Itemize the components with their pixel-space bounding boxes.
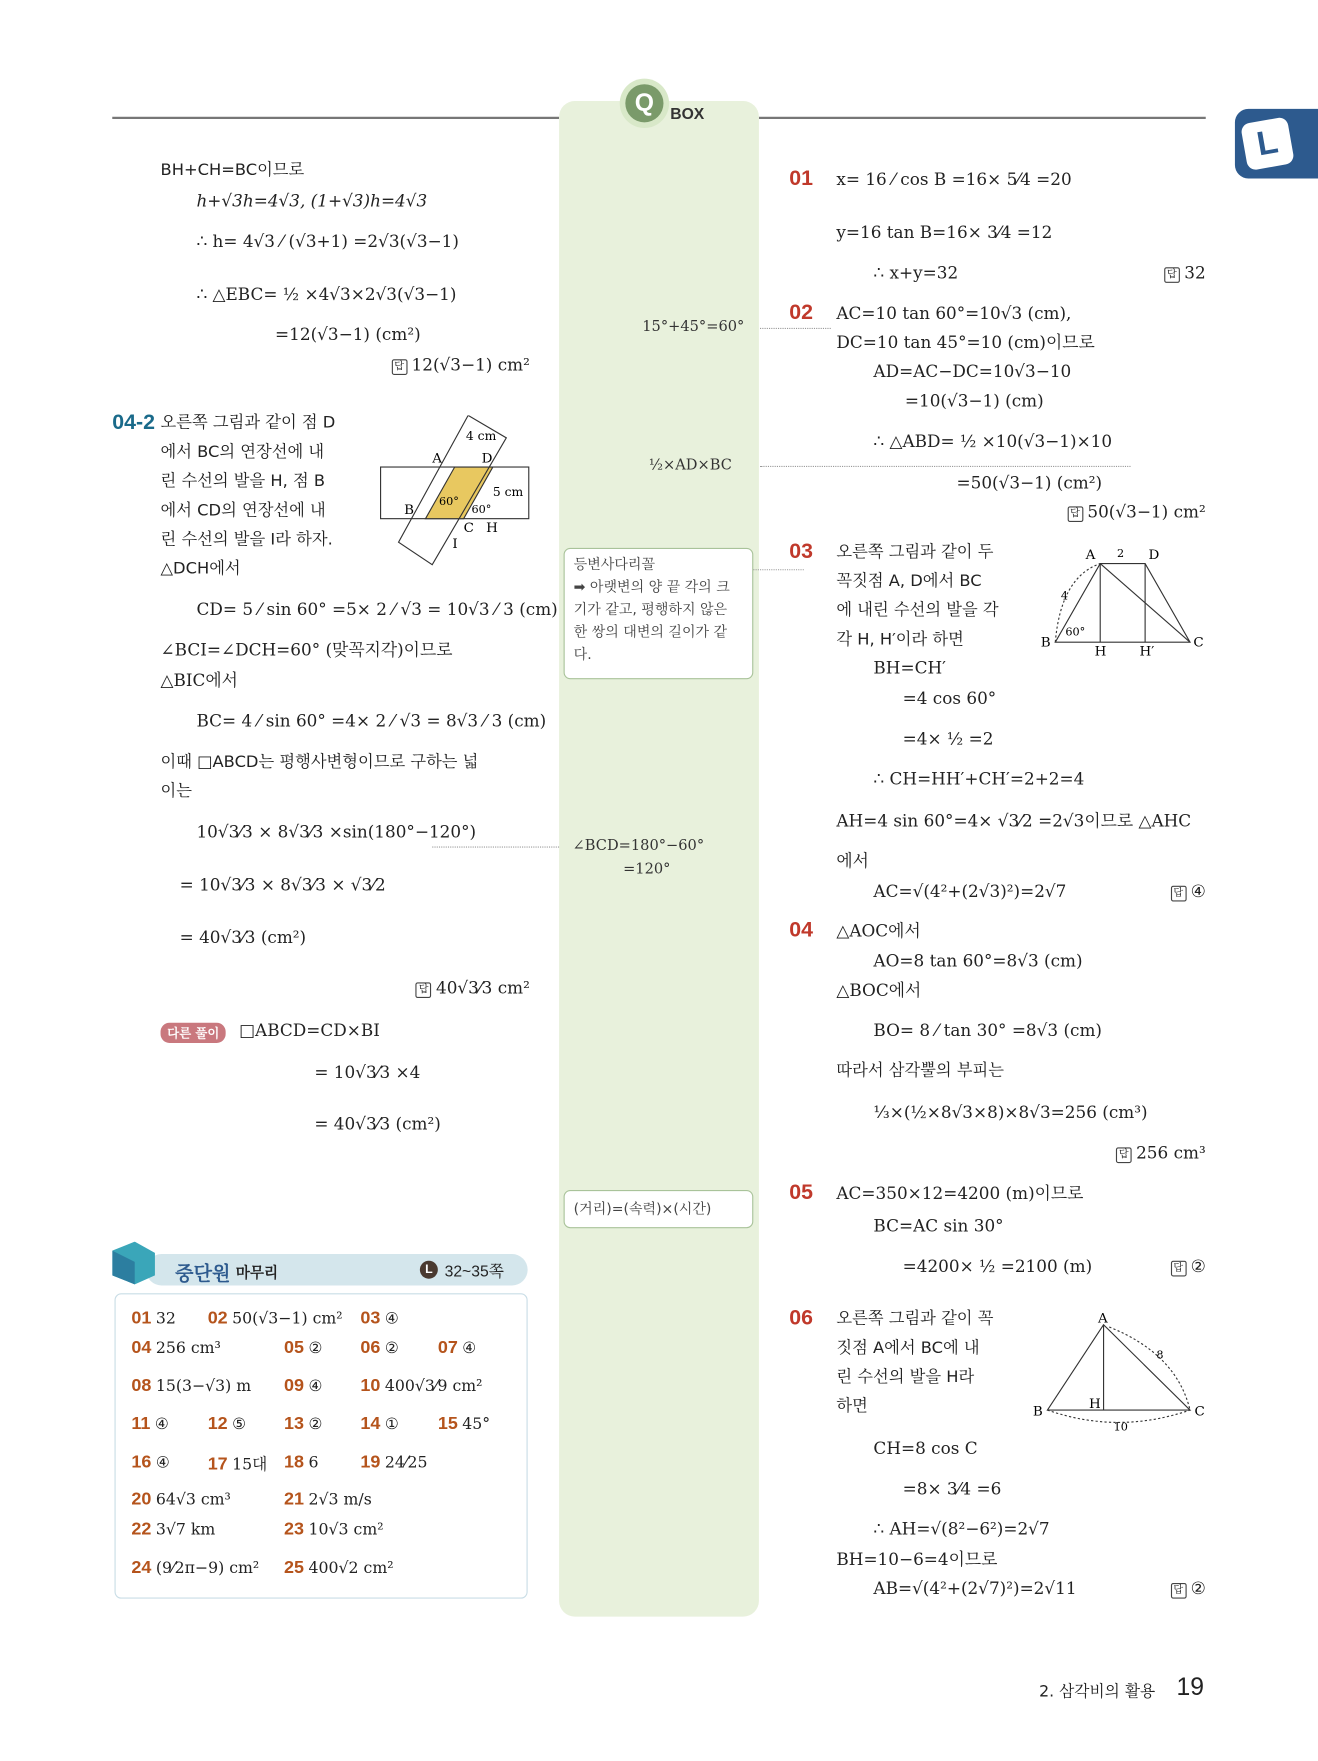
eq-line: △AOC에서 xyxy=(836,920,921,941)
header-rule-left xyxy=(112,117,559,119)
fig-label: A xyxy=(432,450,442,467)
svg-text:C: C xyxy=(1193,634,1204,651)
item-number: 09 xyxy=(284,1376,305,1396)
trapezoid-figure xyxy=(1038,543,1212,655)
eq-line: x= 16 ⁄ cos B =16× 5⁄4 =20 xyxy=(836,169,1072,190)
item-number: 22 xyxy=(131,1520,152,1540)
item-value: 10√3 cm² xyxy=(308,1521,384,1540)
text-line: 린 수선의 발을 H, 점 B xyxy=(160,472,326,491)
text-line: 에서 BC의 연장선에 내 xyxy=(160,443,325,462)
item-value: 24⁄25 xyxy=(384,1453,428,1472)
eq-line: BC= 4 ⁄ sin 60° =4× 2 ⁄ √3 = 8√3 ⁄ 3 (cm) xyxy=(196,710,547,731)
alt-solution-badge: 다른 풀이 xyxy=(161,1023,227,1043)
summary-answer-item xyxy=(360,1415,399,1435)
item-value: 3√7 km xyxy=(155,1521,216,1540)
summary-answer-item xyxy=(284,1453,318,1473)
eq-line: ∴ AH=√(8²−6²)=2√7 xyxy=(873,1518,1050,1540)
eq-line: BH=10−6=4이므로 xyxy=(836,1549,998,1570)
text-line: 따라서 삼각뿔의 부피는 xyxy=(836,1062,1004,1080)
item-number: 21 xyxy=(284,1489,305,1509)
leader-line xyxy=(753,569,804,570)
text-line: 각 H, H′이라 하면 xyxy=(836,630,964,649)
svg-text:H: H xyxy=(1088,1395,1101,1412)
text-line: 꼭짓점 A, D에서 BC xyxy=(836,572,982,591)
item-number: 15 xyxy=(437,1414,458,1434)
note-box: (거리)=(속력)×(시간) xyxy=(564,1190,754,1228)
eq-line: =8× 3⁄4 =6 xyxy=(902,1478,1002,1499)
eq-line: =4× ½ =2 xyxy=(902,728,994,749)
answer-icon: 답 xyxy=(1170,1583,1186,1599)
item-value: 400√3⁄9 cm² xyxy=(384,1377,483,1396)
fig-label: 60° xyxy=(438,495,459,509)
fig-label: C xyxy=(463,520,474,537)
answer: 답 ② xyxy=(1170,1578,1205,1598)
problem-number: 04-2 xyxy=(112,410,155,435)
l-tab xyxy=(1235,109,1318,179)
summary-answer-item xyxy=(438,1338,477,1358)
item-value: ④ xyxy=(308,1377,323,1396)
eq-line: =4 cos 60° xyxy=(902,688,997,709)
text-line: 오른쪽 그림과 같이 꼭 xyxy=(836,1310,994,1329)
summary-answer-item xyxy=(284,1558,393,1578)
text-line: 오른쪽 그림과 같이 점 D xyxy=(160,414,336,433)
eq-line: h+√3h=4√3, (1+√3)h=4√3 xyxy=(196,190,428,212)
eq-line: ∴ △EBC= ½ ×4√3×2√3(√3−1) xyxy=(196,284,457,305)
summary-answer-item xyxy=(131,1338,220,1358)
item-number: 25 xyxy=(284,1558,305,1578)
leader-line xyxy=(760,466,1130,467)
summary-answer-item xyxy=(360,1376,482,1396)
eq-line: 에서 xyxy=(836,850,869,872)
fig-label: H xyxy=(486,520,498,537)
item-value: ⑤ xyxy=(232,1415,247,1434)
item-value: ④ xyxy=(154,1415,169,1434)
q-badge xyxy=(620,79,669,128)
svg-text:60°: 60° xyxy=(1065,625,1086,639)
side-note: =120° xyxy=(623,861,671,878)
eq-line: AC=350×12=4200 (m)이므로 xyxy=(836,1183,1084,1204)
eq-line: ∴ CH=HH′+CH′=2+2=4 xyxy=(873,769,1085,790)
text-line: 에 내린 수선의 발을 각 xyxy=(836,601,999,620)
eq-line: =12(√3−1) (cm²) xyxy=(275,324,421,345)
item-value: ② xyxy=(308,1415,323,1434)
answer: 답 256 cm³ xyxy=(1116,1143,1206,1163)
summary-answer-item xyxy=(131,1309,175,1329)
eq-line: □ABCD=CD×BI xyxy=(239,1020,380,1041)
chapter-label: 2. 삼각비의 활용 xyxy=(1039,1682,1156,1701)
text-line: 이때 □ABCD는 평행사변형이므로 구하는 넓 xyxy=(160,753,479,772)
item-number: 10 xyxy=(360,1376,381,1396)
answer-icon: 답 xyxy=(1067,506,1083,522)
eq-line: DC=10 tan 45°=10 (cm)이므로 xyxy=(836,332,1095,353)
text-line: 에서 CD의 연장선에 내 xyxy=(160,501,326,520)
triangle-figure xyxy=(1031,1309,1211,1438)
eq-line: BH+CH=BC이므로 xyxy=(160,161,305,180)
eq-line: =4200× ½ =2100 (m) xyxy=(902,1256,1093,1277)
problem-number: 01 xyxy=(789,167,813,191)
item-number: 07 xyxy=(437,1338,458,1358)
text-line: 이는 xyxy=(160,782,192,801)
eq-line: ∴ h= 4√3 ⁄ (√3+1) =2√3(√3−1) xyxy=(196,231,459,252)
item-value: (9⁄2π−9) cm² xyxy=(155,1559,260,1578)
eq-line: CH=8 cos C xyxy=(873,1438,978,1459)
text-line: 짓점 A에서 BC에 내 xyxy=(836,1339,980,1358)
item-number: 05 xyxy=(284,1338,305,1358)
item-value: 256 cm³ xyxy=(155,1339,221,1358)
summary-answer-item xyxy=(131,1415,169,1435)
side-note: ∠BCD=180°−60° xyxy=(572,837,705,855)
leader-line xyxy=(432,846,559,847)
eq-line: AC=√(4²+(2√3)²)=2√7 xyxy=(873,881,1067,902)
svg-text:4: 4 xyxy=(1060,589,1069,603)
item-value: 15대 xyxy=(232,1456,268,1475)
problem-number: 02 xyxy=(789,300,813,325)
answer-icon: 답 xyxy=(1116,1147,1132,1163)
item-number: 02 xyxy=(207,1309,228,1329)
item-value: ② xyxy=(308,1339,323,1358)
summary-answer-item xyxy=(131,1558,259,1578)
eq-line: y=16 tan B=16× 3⁄4 =12 xyxy=(836,222,1053,243)
eq-line: ⅓×(½×8√3×8)×8√3=256 (cm³) xyxy=(873,1102,1148,1123)
answer-icon: 답 xyxy=(1164,267,1180,283)
svg-text:H: H xyxy=(1094,643,1107,656)
summary-answer-item xyxy=(360,1309,399,1329)
lesson-ref: 32~35쪽 xyxy=(444,1261,504,1280)
answer-icon: 답 xyxy=(391,359,407,375)
summary-answer-item xyxy=(208,1415,247,1435)
item-number: 20 xyxy=(131,1489,152,1509)
item-number: 08 xyxy=(131,1376,152,1396)
summary-answer-item xyxy=(131,1453,170,1473)
answer: 답 50(√3−1) cm² xyxy=(1067,502,1206,522)
eq-line: BH=CH′ xyxy=(873,657,946,679)
text-line: 린 수선의 발을 H라 xyxy=(836,1368,975,1387)
summary-answer-item xyxy=(131,1520,215,1540)
item-number: 11 xyxy=(131,1414,151,1434)
item-value: 400√2 cm² xyxy=(308,1559,394,1578)
item-number: 24 xyxy=(131,1558,152,1578)
item-value: ② xyxy=(384,1339,399,1358)
fig-label: 60° xyxy=(471,503,492,517)
q-icon: Q xyxy=(625,84,663,122)
eq-line: CD= 5 ⁄ sin 60° =5× 2 ⁄ √3 = 10√3 ⁄ 3 (cm) xyxy=(196,599,558,620)
fig-label: 5 cm xyxy=(492,485,524,500)
side-note: 15°+45°=60° xyxy=(642,318,745,336)
summary-answer-item xyxy=(284,1520,383,1540)
eq-line: AO=8 tan 60°=8√3 (cm) xyxy=(873,950,1083,972)
item-value: 64√3 cm³ xyxy=(155,1490,231,1509)
eq-line: AH=4 sin 60°=4× √3⁄2 =2√3이므로 △AHC xyxy=(836,810,1192,831)
answer: 답 ② xyxy=(1170,1256,1205,1276)
summary-answer-item xyxy=(208,1453,268,1475)
note-title: 등변사다리꼴 xyxy=(573,555,656,573)
summary-answer-item xyxy=(438,1415,490,1435)
svg-text:C: C xyxy=(1194,1403,1205,1420)
item-number: 14 xyxy=(360,1414,381,1434)
item-number: 01 xyxy=(131,1309,152,1329)
answer: 답 ④ xyxy=(1170,881,1205,901)
eq-line: = 10√3⁄3 ×4 xyxy=(314,1062,421,1083)
svg-text:A: A xyxy=(1097,1310,1108,1327)
problem-number: 05 xyxy=(789,1181,813,1205)
eq-line: ∴ x+y=32 xyxy=(873,262,959,283)
answer-icon: 답 xyxy=(1170,1261,1186,1277)
item-value: ④ xyxy=(155,1453,170,1472)
eq-line: △BOC에서 xyxy=(836,980,922,1001)
fig-label: B xyxy=(404,502,415,519)
item-value: 32 xyxy=(155,1310,176,1329)
svg-text:B: B xyxy=(1040,634,1051,651)
summary-answer-item xyxy=(360,1338,399,1358)
item-number: 17 xyxy=(207,1454,228,1475)
l-icon: L xyxy=(1240,116,1295,171)
summary-answer-item xyxy=(360,1453,427,1473)
item-value: ④ xyxy=(462,1339,477,1358)
eq-line: ∴ △ABD= ½ ×10(√3−1)×10 xyxy=(873,431,1113,452)
page-number: 19 xyxy=(1176,1672,1205,1701)
svg-text:10: 10 xyxy=(1113,1420,1128,1434)
summary-logo-icon xyxy=(112,1242,157,1287)
item-value: ④ xyxy=(384,1310,399,1329)
svg-text:B: B xyxy=(1032,1403,1043,1420)
svg-text:2: 2 xyxy=(1117,546,1125,560)
svg-text:A: A xyxy=(1085,547,1096,564)
item-value: 50(√3−1) cm² xyxy=(232,1310,343,1329)
summary-subtitle: 마무리 xyxy=(235,1265,279,1283)
eq-line: ∠BCI=∠DCH=60° (맞꼭지각)이므로 xyxy=(160,639,453,661)
summary-answer-item xyxy=(284,1415,323,1435)
text-line: △DCH에서 xyxy=(160,560,241,579)
item-number: 19 xyxy=(360,1452,381,1472)
eq-line: =10(√3−1) (cm) xyxy=(904,390,1044,411)
item-value: ① xyxy=(384,1415,399,1434)
item-value: 15(3−√3) m xyxy=(155,1377,252,1396)
eq-line: AB=√(4²+(2√7)²)=2√11 xyxy=(873,1578,1077,1599)
item-value: 6 xyxy=(308,1453,319,1472)
item-value: 45° xyxy=(462,1415,491,1434)
problem-number: 04 xyxy=(789,918,813,942)
note-box xyxy=(564,548,754,679)
svg-text:D: D xyxy=(1148,547,1160,564)
eq-line: AC=10 tan 60°=10√3 (cm), xyxy=(836,303,1072,324)
answer: 답 40√3⁄3 cm² xyxy=(416,978,530,998)
answer-icon: 답 xyxy=(1170,886,1186,902)
text-line: 린 수선의 발을 I라 하자. xyxy=(160,531,333,549)
eq-line: =50(√3−1) (cm²) xyxy=(956,472,1103,493)
eq-line: = 10√3⁄3 × 8√3⁄3 × √3⁄2 xyxy=(179,874,386,895)
answer: 답 32 xyxy=(1164,263,1206,283)
eq-line: BC=AC sin 30° xyxy=(873,1215,1004,1237)
eq-line: AD=AC−DC=10√3−10 xyxy=(873,361,1072,382)
answer-icon: 답 xyxy=(416,982,432,998)
summary-answer-item xyxy=(131,1490,230,1510)
fig-label: 4 cm xyxy=(465,429,497,444)
parallelogram-figure xyxy=(376,415,533,572)
leader-line xyxy=(760,328,831,329)
item-number: 03 xyxy=(360,1309,381,1329)
lesson-ref-icon: L xyxy=(420,1261,438,1279)
summary-answer-item xyxy=(284,1490,372,1510)
eq-line: = 40√3⁄3 (cm²) xyxy=(179,927,307,948)
side-note: ½×AD×BC xyxy=(648,456,732,474)
header-rule-right xyxy=(759,117,1206,119)
summary-answer-item xyxy=(208,1309,343,1329)
answer: 답 12(√3−1) cm² xyxy=(391,355,530,375)
qbox-label: BOX xyxy=(670,104,705,123)
fig-label: I xyxy=(452,535,458,552)
text-line: 하면 xyxy=(836,1397,868,1416)
item-value: 2√3 m/s xyxy=(308,1490,372,1509)
item-number: 06 xyxy=(360,1338,381,1358)
problem-number: 06 xyxy=(789,1306,813,1331)
eq-line: BO= 8 ⁄ tan 30° =8√3 (cm) xyxy=(873,1020,1102,1041)
summary-answer-item xyxy=(284,1338,323,1358)
eq-line: = 40√3⁄3 (cm²) xyxy=(314,1113,441,1134)
summary-answer-item xyxy=(131,1376,251,1396)
item-number: 04 xyxy=(131,1338,152,1358)
text-line: 오른쪽 그림과 같이 두 xyxy=(836,543,994,562)
fig-label: D xyxy=(481,450,493,467)
eq-line: △BIC에서 xyxy=(160,670,238,691)
eq-line: 10√3⁄3 × 8√3⁄3 ×sin(180°−120°) xyxy=(196,821,477,842)
summary-answer-item xyxy=(284,1376,323,1396)
item-number: 13 xyxy=(284,1414,305,1434)
svg-text:H′: H′ xyxy=(1139,643,1155,656)
summary-title: 중단원 xyxy=(175,1262,231,1286)
item-number: 18 xyxy=(284,1452,305,1472)
note-body: ➡ 아랫변의 양 끝 각의 크기가 같고, 평행하지 않은 한 쌍의 대변의 길이가 같다. xyxy=(573,578,730,663)
item-number: 12 xyxy=(207,1414,228,1434)
problem-number: 03 xyxy=(789,539,813,564)
item-number: 23 xyxy=(284,1520,305,1540)
svg-text:8: 8 xyxy=(1156,1348,1164,1362)
item-number: 16 xyxy=(131,1452,152,1472)
